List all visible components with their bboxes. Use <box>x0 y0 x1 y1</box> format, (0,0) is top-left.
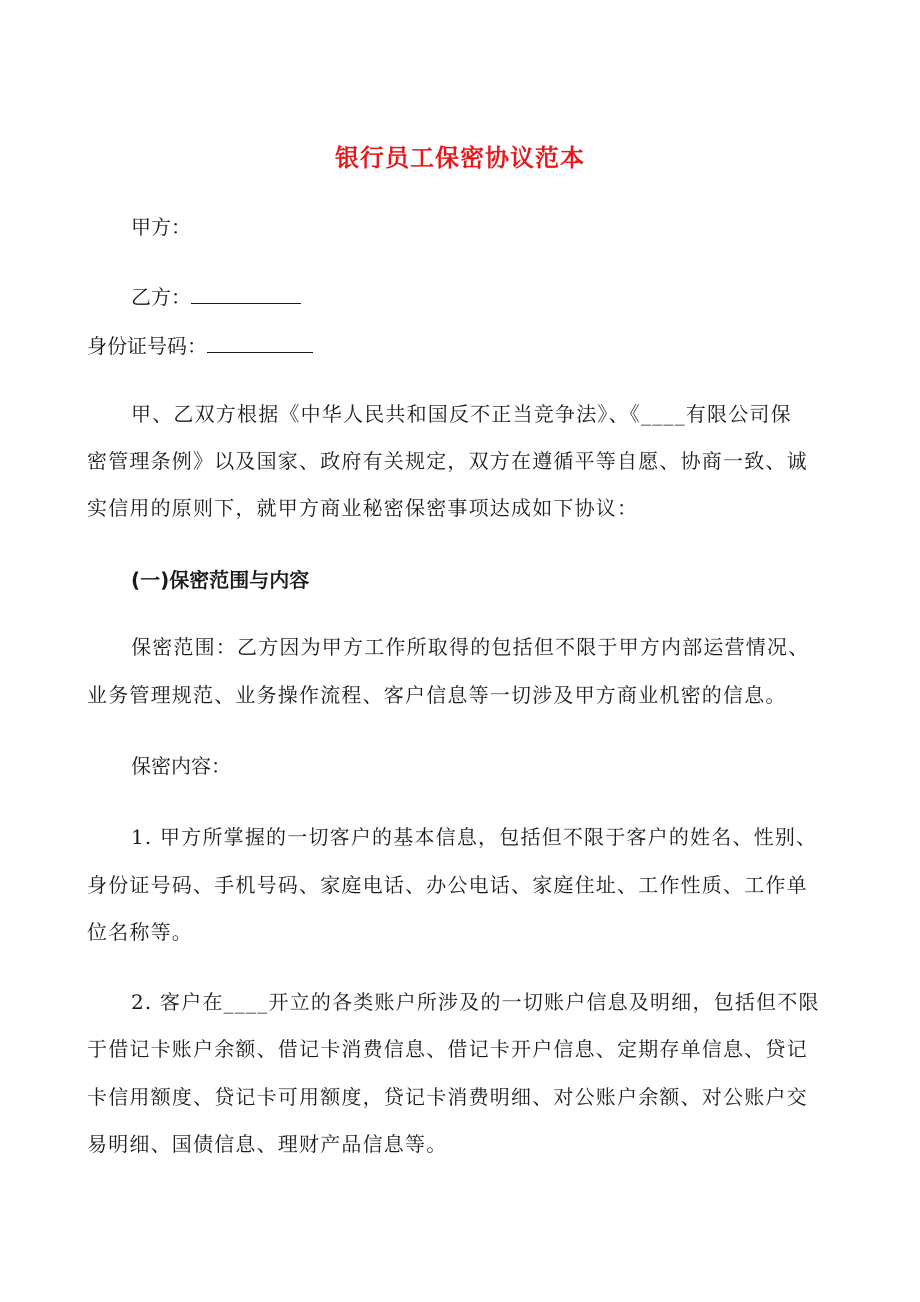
item2-line-2: 于借记卡账户余额、借记卡消费信息、借记卡开户信息、定期存单信息、贷记 <box>87 1037 808 1061</box>
scope-line-1: 保密范围：乙方因为甲方工作所取得的包括但不限于甲方内部运营情况、 <box>131 635 810 659</box>
party-b-blank <box>191 285 301 304</box>
item1-line-2: 身份证号码、手机号码、家庭电话、办公电话、家庭住址、工作性质、工作单 <box>87 873 808 897</box>
id-number-line <box>87 332 313 360</box>
party-a-line <box>131 213 191 241</box>
party-b-label: 乙方： <box>131 285 191 309</box>
item2-line-1: 2. 客户在____开立的各类账户所涉及的一切账户信息及明细，包括但不限 <box>131 990 820 1014</box>
section1-heading: (一)保密范围与内容 <box>131 568 310 592</box>
item1-line-1: 1. 甲方所掌握的一切客户的基本信息，包括但不限于客户的姓名、性别、 <box>131 825 818 849</box>
intro-line-1: 甲、乙双方根据《中华人民共和国反不正当竞争法》、《____有限公司保 <box>131 402 792 426</box>
intro-line-3: 实信用的原则下，就甲方商业秘密保密事项达成如下协议： <box>87 496 639 520</box>
document-title: 银行员工保密协议范本 <box>335 144 585 172</box>
party-b-line <box>131 283 301 311</box>
id-number-blank <box>207 334 313 353</box>
item2-line-4: 易明细、国债信息、理财产品信息等。 <box>87 1132 448 1156</box>
id-number-label: 身份证号码： <box>87 334 207 358</box>
scope-line-2: 业务管理规范、业务操作流程、客户信息等一切涉及甲方商业机密的信息。 <box>87 683 787 707</box>
intro-line-2: 密管理条例》以及国家、政府有关规定，双方在遵循平等自愿、协商一致、诚 <box>87 449 808 473</box>
party-a-label: 甲方： <box>131 215 191 239</box>
content-label: 保密内容： <box>131 754 231 778</box>
item1-line-3: 位名称等。 <box>87 920 193 944</box>
item2-line-3: 卡信用额度、贷记卡可用额度，贷记卡消费明细、对公账户余额、对公账户交 <box>87 1085 808 1109</box>
